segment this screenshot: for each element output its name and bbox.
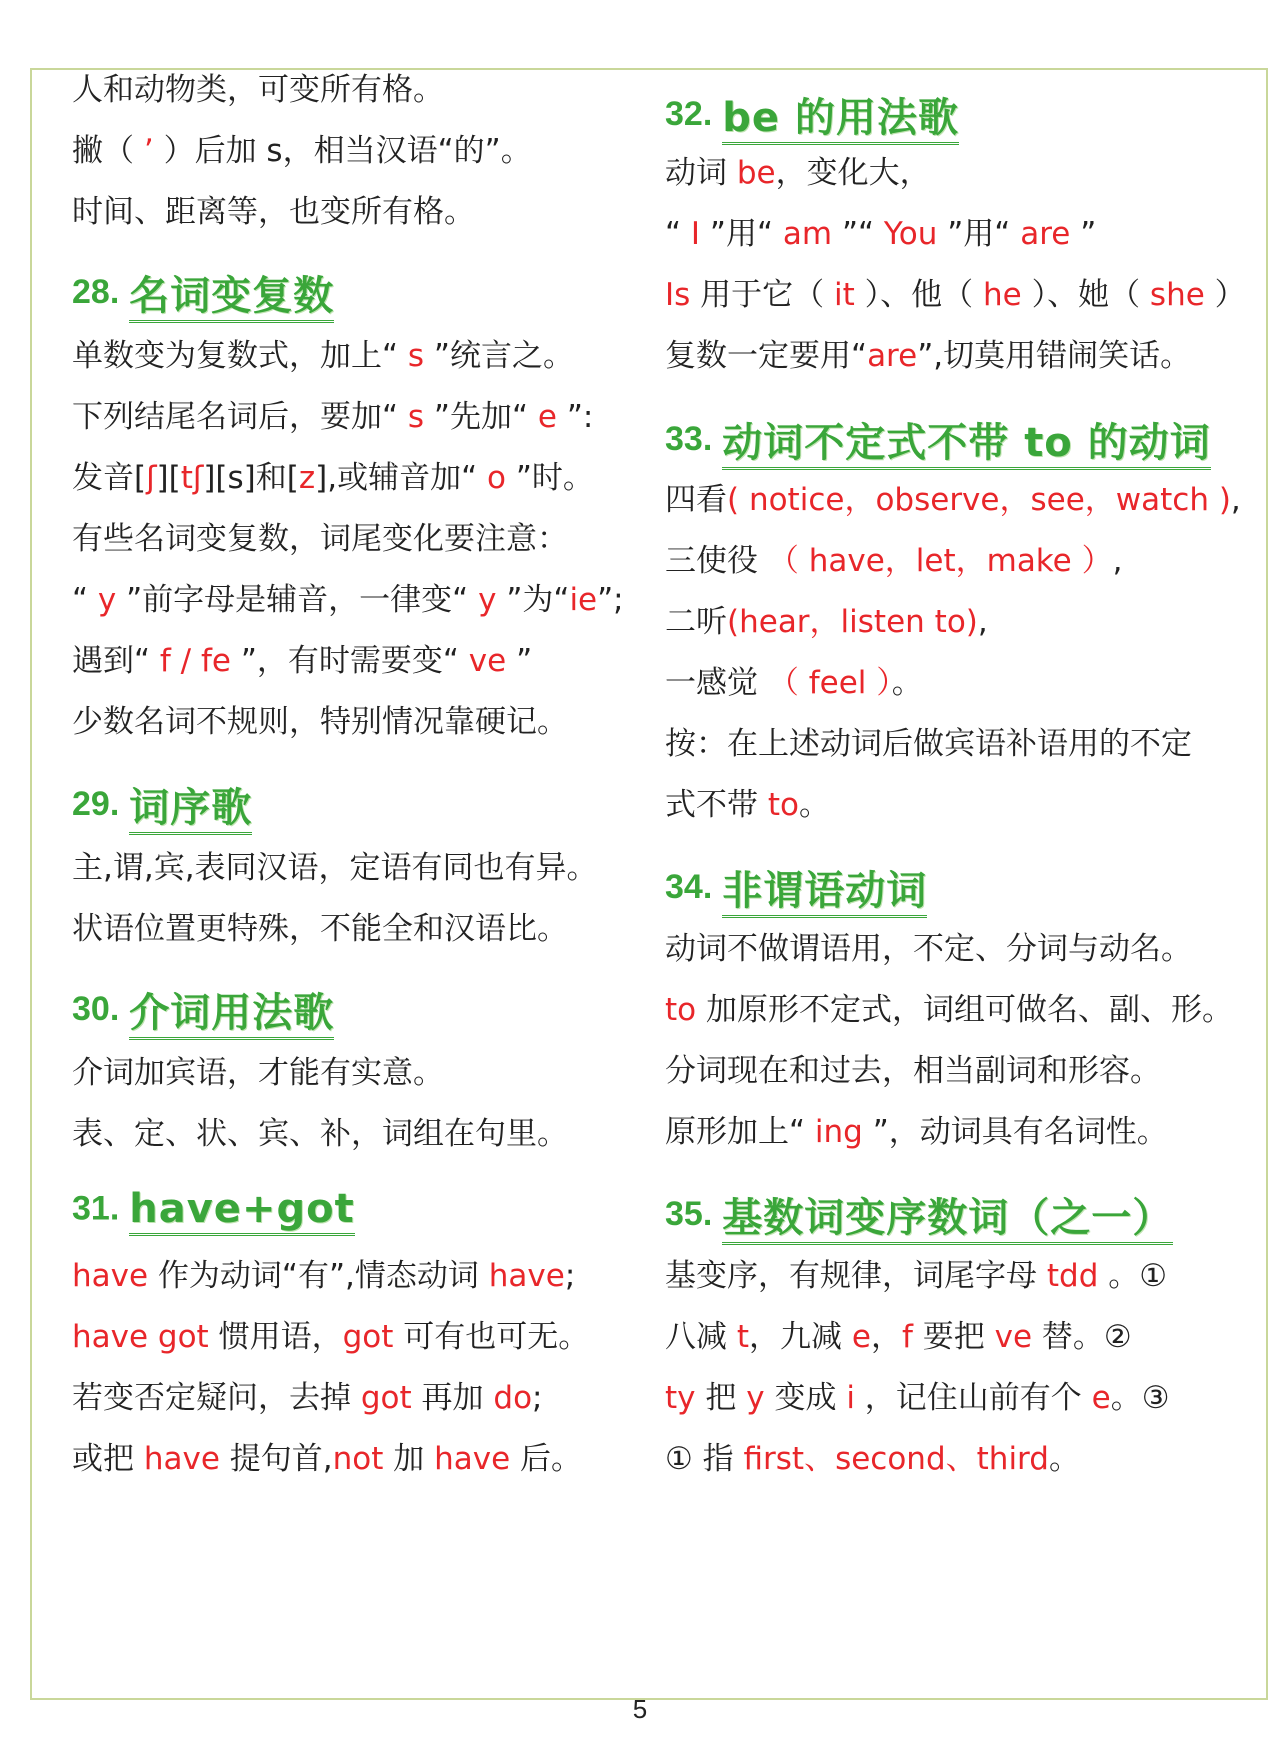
highlight-text: ing [805,1114,873,1150]
section-title: 名词变复数 [129,273,334,323]
text-line [665,153,931,193]
body-text: , [977,604,988,640]
body-text: ”为“ [506,582,570,618]
text-line [72,1053,444,1093]
section-number: 33. [665,420,713,458]
section-number: 34. [665,868,713,906]
highlight-text: ie [569,582,598,618]
highlight-text: have [72,1258,149,1294]
text-line [665,602,988,642]
highlight-text: got [342,1319,394,1355]
body-text: 加原形不定式，词组可做名、副、形。 [696,992,1233,1028]
text-line [72,1439,582,1479]
body-text: ”; [597,582,624,618]
body-text: 作为动词“有”,情态动词 [148,1258,489,1294]
body-text: ][ [156,460,181,496]
body-text: ”“ [841,216,875,252]
highlight-text: i [846,1380,855,1416]
text-line [72,192,475,232]
section-number: 31. [72,1189,120,1228]
body-text: ”: [566,399,594,435]
body-text: 后。 [510,1441,583,1477]
body-text: 可有也可无。 [393,1319,590,1355]
body-text: , [1112,543,1123,579]
highlight-text: it [824,277,865,313]
highlight-text: have [434,1441,511,1477]
body-text: ”用“ [709,216,774,252]
body-text: ],或辅音加“ [315,460,478,496]
highlight-text: e [528,399,567,435]
text-line [72,70,444,110]
section-heading-34 [665,859,927,916]
body-text: ， [870,1319,902,1355]
text-line [665,1112,1168,1152]
highlight-text: she [1140,277,1215,313]
text-line [72,131,532,171]
body-text: 。 [1048,1441,1080,1477]
body-text: 少数名词不规则，特别情况靠硬记。 [72,704,568,740]
body-text: ”时。 [515,460,594,496]
section-heading-32 [665,86,959,143]
body-text: 或把 [72,1441,144,1477]
highlight-text: tʃ [180,460,204,496]
body-text: 原形加上“ [665,1114,806,1150]
body-text: 主,谓,宾,表同汉语，定语有同也有异。 [72,850,598,886]
highlight-text: to [767,787,799,823]
section-number: 28. [72,273,120,311]
highlight-text: ty [665,1380,696,1416]
highlight-text: f / fe [150,643,241,679]
body-text: 四看 [665,482,727,518]
text-line [72,1256,575,1296]
highlight-text: f [901,1319,913,1355]
body-text: ” [1080,216,1097,252]
body-text: 要把 [912,1319,995,1355]
highlight-text: e [1091,1380,1111,1416]
text-line [72,580,624,620]
body-text: 若变否定疑问，去掉 [72,1380,361,1416]
body-text: “ [665,216,682,252]
body-text: “ [72,582,89,618]
highlight-text: ʃ [146,460,157,496]
text-line [665,1051,1161,1091]
highlight-text: be [736,155,776,191]
highlight-text: （ have，let，make ） [767,543,1113,579]
body-text: 三使役 [665,543,768,579]
body-text: 加 [383,1441,435,1477]
body-text: , [1230,482,1241,518]
section-title: 介词用法歌 [129,990,334,1040]
body-text: 式不带 [665,787,768,823]
text-line [665,1439,1080,1479]
body-text: 再加 [411,1380,494,1416]
section-title: 动词不定式不带 to 的动词 [722,420,1210,470]
body-text: 替。② [1032,1319,1132,1355]
body-text: ”统言之。 [433,338,574,374]
text-line [72,397,593,437]
highlight-text: have got [72,1319,209,1355]
body-text: ” [516,643,533,679]
body-text: ）、他（ [864,277,974,313]
section-title: 非谓语动词 [722,868,927,918]
body-text: 发音[ [72,460,147,496]
highlight-text: ve [994,1319,1033,1355]
section-title: be 的用法歌 [722,95,959,145]
body-text: 提句首, [219,1441,333,1477]
section-number: 35. [665,1195,713,1233]
body-text: 动词不做谓语用，不定、分词与动名。 [665,931,1192,967]
text-line [72,336,574,376]
text-line [72,702,568,742]
body-text: ][s]和[ [203,460,299,496]
highlight-text: （ feel ） [767,665,892,701]
highlight-text: s [398,338,434,374]
body-text: ”先加“ [433,399,529,435]
highlight-text: e [851,1319,871,1355]
text-line [665,785,830,825]
section-number: 32. [665,95,713,133]
highlight-text: y [88,582,127,618]
section-heading-35 [665,1186,1173,1243]
text-line [665,336,1191,376]
body-text: 介词加宾语，才能有实意。 [72,1055,444,1091]
section-title: 词序歌 [129,785,252,835]
body-text: ）、她（ [1031,277,1141,313]
body-text: 有些名词变复数，词尾变化要注意： [72,521,568,557]
body-text: 按：在上述动词后做宾语补语用的不定 [665,726,1192,762]
body-text: ”,切莫用错闹笑话。 [917,338,1192,374]
highlight-text: ’ [143,133,154,169]
highlight-text: I [681,216,710,252]
highlight-text: do [493,1380,533,1416]
highlight-text: first、second、third [743,1441,1049,1477]
body-text: 单数变为复数式，加上“ [72,338,399,374]
body-text: 一感觉 [665,665,768,701]
body-text: 动词 [665,155,737,191]
text-line [665,275,1246,315]
body-text: ”前字母是辅音，一律变“ [126,582,469,618]
body-text: 。③ [1110,1380,1170,1416]
body-text: 。 [798,787,830,823]
section-heading-31 [72,1186,355,1232]
body-text: ① 指 [665,1441,744,1477]
text-line [665,541,1122,581]
body-text: 表、定、状、宾、补，词组在句里。 [72,1116,568,1152]
section-number: 30. [72,990,120,1028]
highlight-text: are [1010,216,1081,252]
section-title: have+got [129,1186,354,1236]
text-line [72,1114,568,1154]
body-text: ，变化大， [775,155,931,191]
highlight-text: he [973,277,1032,313]
text-line [72,909,568,949]
highlight-text: got [360,1380,412,1416]
body-text: 撇（ [72,133,144,169]
text-line [72,519,568,559]
highlight-text: Is [665,277,691,313]
text-line [72,848,598,888]
highlight-text: tdd [1046,1258,1099,1294]
text-line [665,214,1096,254]
highlight-text: to [665,992,697,1028]
text-line [665,663,923,703]
body-text: 变成 [764,1380,847,1416]
highlight-text: o [477,460,516,496]
section-heading-30 [72,981,334,1038]
text-line [665,990,1233,1030]
body-text: 复数一定要用“ [665,338,868,374]
body-text: 惯用语， [208,1319,343,1355]
highlight-text: (hear，listen to) [727,604,978,640]
body-text: 时间、距离等，也变所有格。 [72,194,475,230]
body-text: ; [532,1380,543,1416]
highlight-text: are [867,338,918,374]
body-text: ”用“ [947,216,1011,252]
highlight-text: s [398,399,434,435]
text-line [665,1317,1132,1357]
body-text: ; [564,1258,576,1294]
highlight-text: have [143,1441,220,1477]
highlight-text: You [874,216,948,252]
body-text: 下列结尾名词后，要加“ [72,399,399,435]
text-line [665,480,1241,520]
body-text: 基变序，有规律，词尾字母 [665,1258,1047,1294]
text-line [665,929,1192,969]
highlight-text: ( notice，observe，see，watch ) [727,482,1231,518]
highlight-text: z [298,460,316,496]
text-line [665,1256,1167,1296]
highlight-text: y [746,1380,765,1416]
highlight-text: am [773,216,842,252]
body-text: 。① [1098,1258,1168,1294]
highlight-text: have [488,1258,565,1294]
text-line [665,1378,1170,1418]
highlight-text: not [332,1441,384,1477]
body-text: 用于它（ [690,277,825,313]
body-text: 把 [695,1380,747,1416]
body-text: 遇到“ [72,643,151,679]
text-line [72,1378,543,1418]
text-line [72,1317,589,1357]
body-text: ） [1214,277,1246,313]
body-text: 分词现在和过去，相当副词和形容。 [665,1053,1161,1089]
body-text: 八减 [665,1319,737,1355]
text-line [72,458,594,498]
section-title: 基数词变序数词（之一） [722,1195,1173,1245]
highlight-text: t [736,1319,750,1355]
text-line [72,641,532,681]
body-text: 人和动物类，可变所有格。 [72,72,444,108]
body-text: ，九减 [749,1319,852,1355]
body-text: 。 [891,665,923,701]
section-heading-28 [72,264,334,321]
body-text: ”，动词具有名词性。 [872,1114,1168,1150]
highlight-text: ve [458,643,517,679]
body-text: 状语位置更特殊，不能全和汉语比。 [72,911,568,947]
body-text: ）后加 s，相当汉语“的”。 [153,133,532,169]
page-number: 5 [632,1694,648,1724]
section-heading-29 [72,776,252,833]
section-heading-33 [665,411,1211,468]
body-text: ”，有时需要变“ [240,643,459,679]
body-text: 二听 [665,604,727,640]
text-line [665,724,1192,764]
section-number: 29. [72,785,120,823]
highlight-text: y [468,582,507,618]
body-text: ，记住山前有个 [854,1380,1092,1416]
